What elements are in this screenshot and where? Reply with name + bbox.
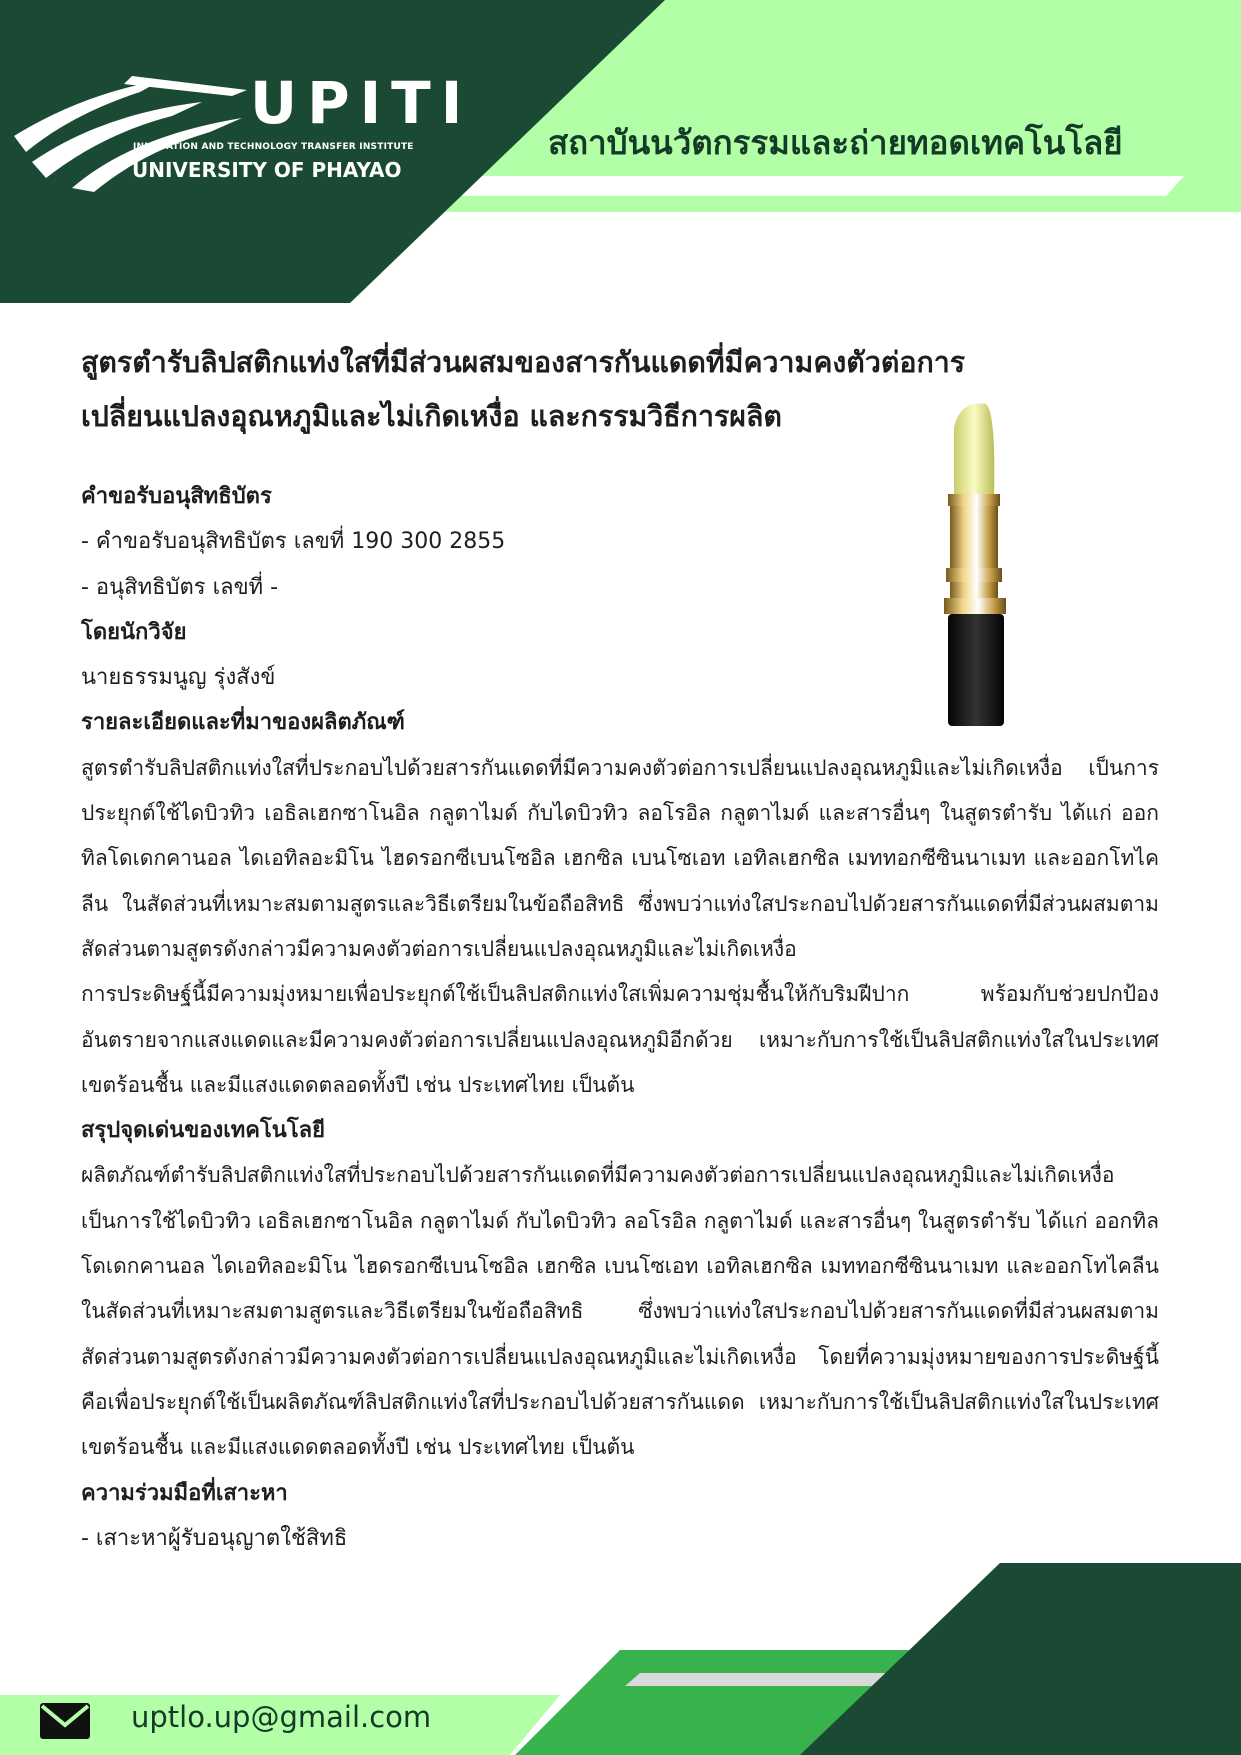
highlights-heading: สรุปจุดเด่นของเทคโนโลยี (81, 1118, 326, 1144)
main-content (81, 336, 1159, 1561)
institute-name: สถาบันนวัตกรรมและถ่ายทอดเทคโนโลยี (548, 123, 1123, 162)
researcher-name: นายธรรมนูญ รุ่งสังข์ (81, 665, 276, 691)
details-heading: รายละเอียดและที่มาของผลิตภัณฑ์ (81, 710, 405, 736)
collab-item: - เสาะหาผู้รับอนุญาตใช้สิทธิ (81, 1525, 348, 1551)
details-paragraph-1: สูตรตำรับลิปสติกแท่งใสที่ประกอบไปด้วยสารกันแดดที่มีความคงตัวต่อการเปลี่ยนแปลงอุณหภูมิและไม่เกิดเหงื่อ เป็นการประยุกต์ใช้ไดบิวทิว เอธิลเฮกซาโนอิล กลูตาไมด์ กับไดบิวทิว ลอโรอิล กลูตาไมด์ และสารอื่นๆ ในสูตรตำรับ ได้แก่ ออกทิลโดเดกคานอล ไดเอทิลอะมิโน ไฮดรอกซีเบนโซอิล เฮกซิล เบนโซเอท เอทิลเฮกซิล เมททอกซีซินนาเมท และออกโทไคลีน ในสัดส่วนที่เหมาะสมตามสูตรและวิธีเตรียมในข้อถือสิทธิ ซึ่งพบว่าแท่งใสประกอบไปด้วยสารกันแดดที่มีส่วนผสมตามสัดส่วนตามสูตรดังกล่าวมีความคงตัวต่อการเปลี่ยนแปลงอุณหภูมิและไม่เกิดเหงื่อ (81, 755, 1159, 961)
highlights-paragraph: ผลิตภัณฑ์ตำรับลิปสติกแท่งใสที่ประกอบไปด้วยสารกันแดดที่มีความคงตัวต่อการเปลี่ยนแปลงอุณหภูมิและไม่เกิดเหงื่อ เป็นการใช้ไดบิวทิว เอธิลเฮกซาโนอิล กลูตาไมด์ กับไดบิวทิว ลอโรอิล กลูตาไมด์ และสารอื่นๆ ในสูตรตำรับ ได้แก่ ออกทิลโดเดกคานอล ไดเอทิลอะมิโน ไฮดรอกซีเบนโซอิล เฮกซิล เบนโซเอท เอทิลเฮกซิล เมททอกซีซินนาเมท และออกโทไคลีน ในสัดส่วนที่เหมาะสมตามสูตรและวิธีเตรียมในข้อถือสิทธิ ซึ่งพบว่าแท่งใสประกอบไปด้วยสารกันแดดที่มีส่วนผสมตามสัดส่วนตามสูตรดังกล่าวมีความคงตัวต่อการเปลี่ยนแปลงอุณหภูมิและไม่เกิดเหงื่อ โดยที่ความมุ่งหมายของการประดิษฐ์นี้คือเพื่อประยุกต์ใช้เป็นผลิตภัณฑ์ลิปสติกแท่งใสที่ประกอบไปด้วยสารกันแดด เหมาะกับการใช้เป็นลิปสติกแท่งใสในประเทศเขตร้อนชื้น และมีแสงแดดตลอดทั้งปี เช่น ประเทศไทย เป็นต้น (81, 1163, 1159, 1460)
patent-number: - อนุสิทธิบัตร เลขที่ - (81, 574, 279, 600)
logo-subtitle: INNOVATION AND TECHNOLOGY TRANSFER INSTITUTE (133, 142, 414, 152)
mail-icon (40, 1703, 90, 1739)
details-paragraph-2: การประดิษฐ์นี้มีความมุ่งหมายเพื่อประยุกต์ใช้เป็นลิปสติกแท่งใสเพิ่มความชุ่มชื้นให้กับริมฝีปาก พร้อมกับช่วยปกป้องอันตรายจากแสงแดดและมีความคงตัวต่อการเปลี่ยนแปลงอุณหภูมิอีกด้วย เหมาะกับการใช้เป็นลิปสติกแท่งใสในประเทศเขตร้อนชื้น และมีแสงแดดตลอดทั้งปี เช่น ประเทศไทย เป็นต้น (81, 982, 1159, 1097)
logo-wordmark: UPITI (250, 69, 473, 137)
researcher-heading: โดยนักวิจัย (81, 619, 187, 645)
collab-heading: ความร่วมมือที่เสาะหา (81, 1480, 288, 1506)
document-title-line1: สูตรตำรับลิปสติกแท่งใสที่มีส่วนผสมของสารกันแดดที่มีความคงตัวต่อการ (81, 346, 966, 379)
petition-heading: คำขอรับอนุสิทธิบัตร (81, 484, 272, 509)
document-title-line2: เปลี่ยนแปลงอุณหภูมิและไม่เกิดเหงื่อ และกรรมวิธีการผลิต (81, 400, 782, 433)
contact-email[interactable]: uptlo.up@gmail.com (131, 1700, 432, 1734)
logo-university: UNIVERSITY OF PHAYAO (132, 158, 402, 182)
petition-number: - คำขอรับอนุสิทธิบัตร เลขที่ 190 300 2855 (81, 529, 506, 555)
upiti-logo (12, 69, 473, 194)
